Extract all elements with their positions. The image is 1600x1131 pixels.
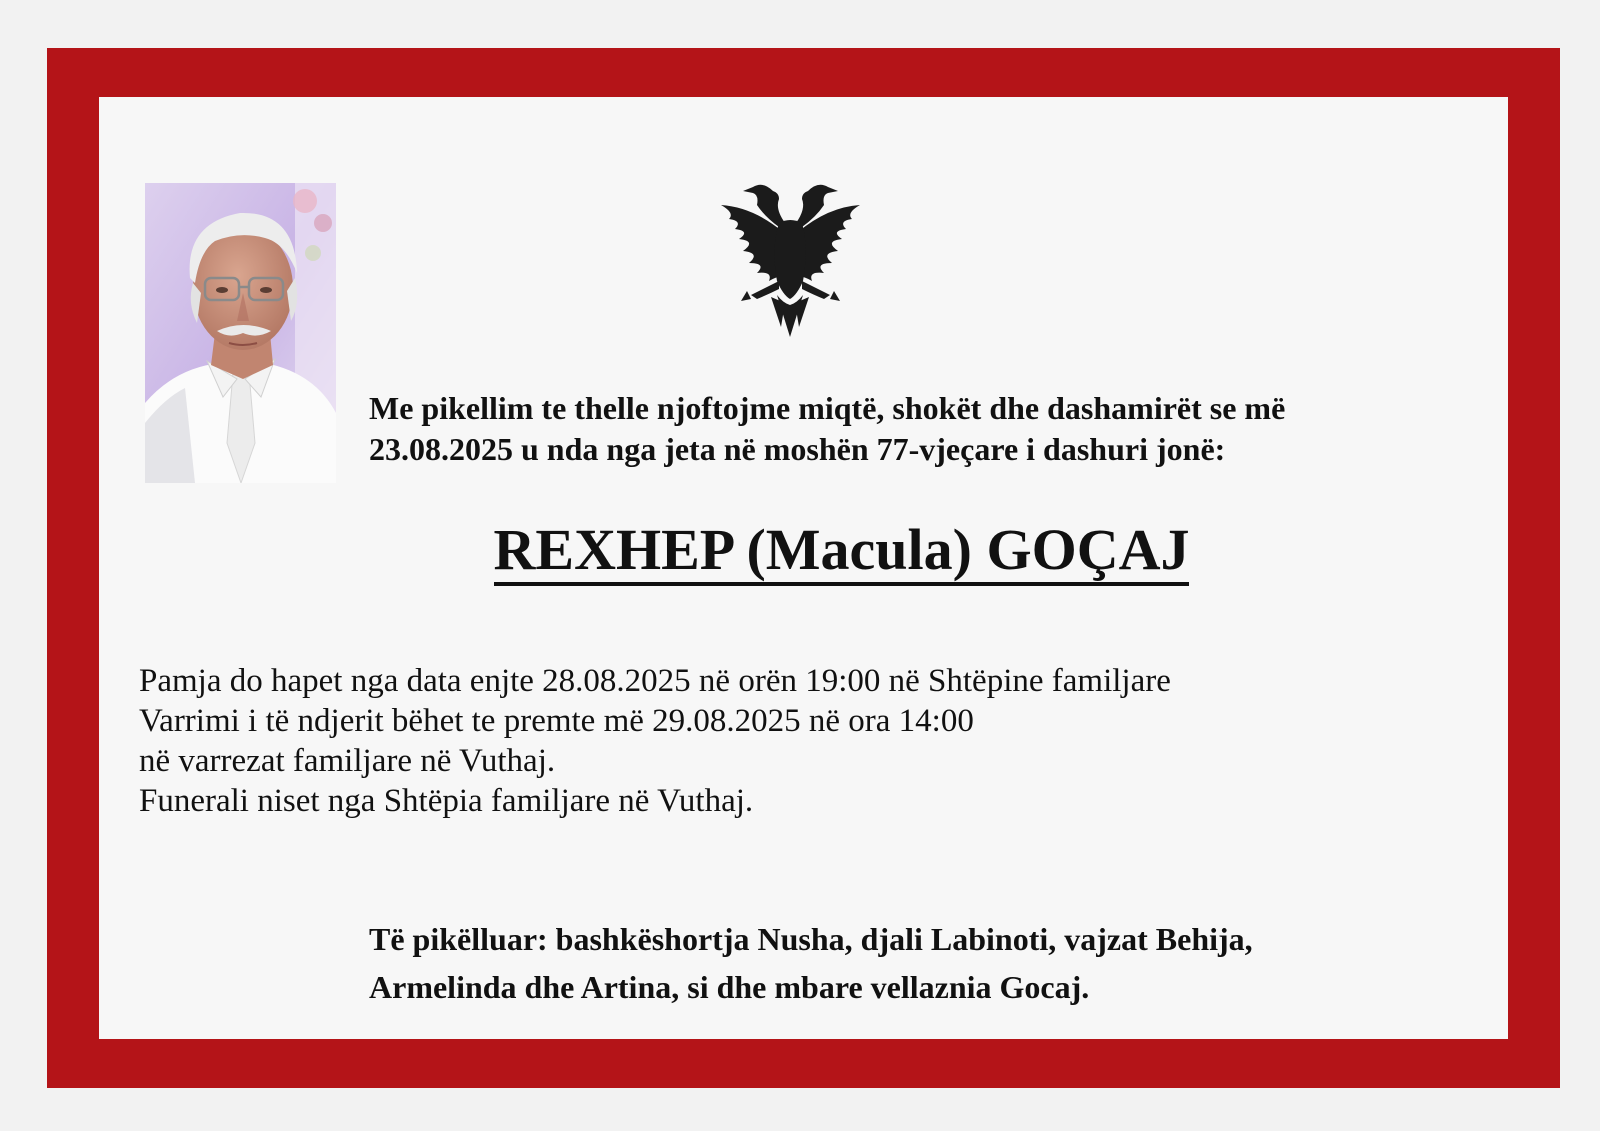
- details-line: Pamja do hapet nga data enjte 28.08.2025 në orën 19:00 në Shtëpine familjare: [139, 663, 1171, 699]
- red-border-frame: [47, 48, 1560, 1088]
- deceased-name: REXHEP (Macula) GOÇAJ: [494, 520, 1190, 586]
- mourners-line: Të pikëlluar: bashkëshortja Nusha, djali Labinoti, vajzat Behija,: [369, 921, 1253, 957]
- deceased-portrait-photo: [145, 183, 336, 483]
- deceased-name-heading: [99, 515, 1508, 586]
- details-line: në varrezat familjare në Vuthaj.: [139, 743, 556, 779]
- details-line: Funerali niset nga Shtëpia familjare në Vuthaj.: [139, 783, 754, 819]
- intro-line: 23.08.2025 u nda nga jeta në moshën 77-vjeçare i dashuri jonë:: [369, 431, 1226, 467]
- intro-line: Me pikellim te thelle njoftojme miqtë, shokët dhe dashamirët se më: [369, 390, 1286, 426]
- obituary-card: [99, 97, 1508, 1039]
- mourners-list: [369, 915, 1489, 1011]
- announcement-intro: [369, 388, 1489, 470]
- details-line: Varrimi i të ndjerit bëhet te premte më 29.08.2025 në ora 14:00: [139, 703, 974, 739]
- funeral-details: [139, 661, 1439, 821]
- mourners-line: Armelinda dhe Artina, si dhe mbare vellaznia Gocaj.: [369, 969, 1090, 1005]
- double-headed-eagle-icon: [713, 177, 868, 347]
